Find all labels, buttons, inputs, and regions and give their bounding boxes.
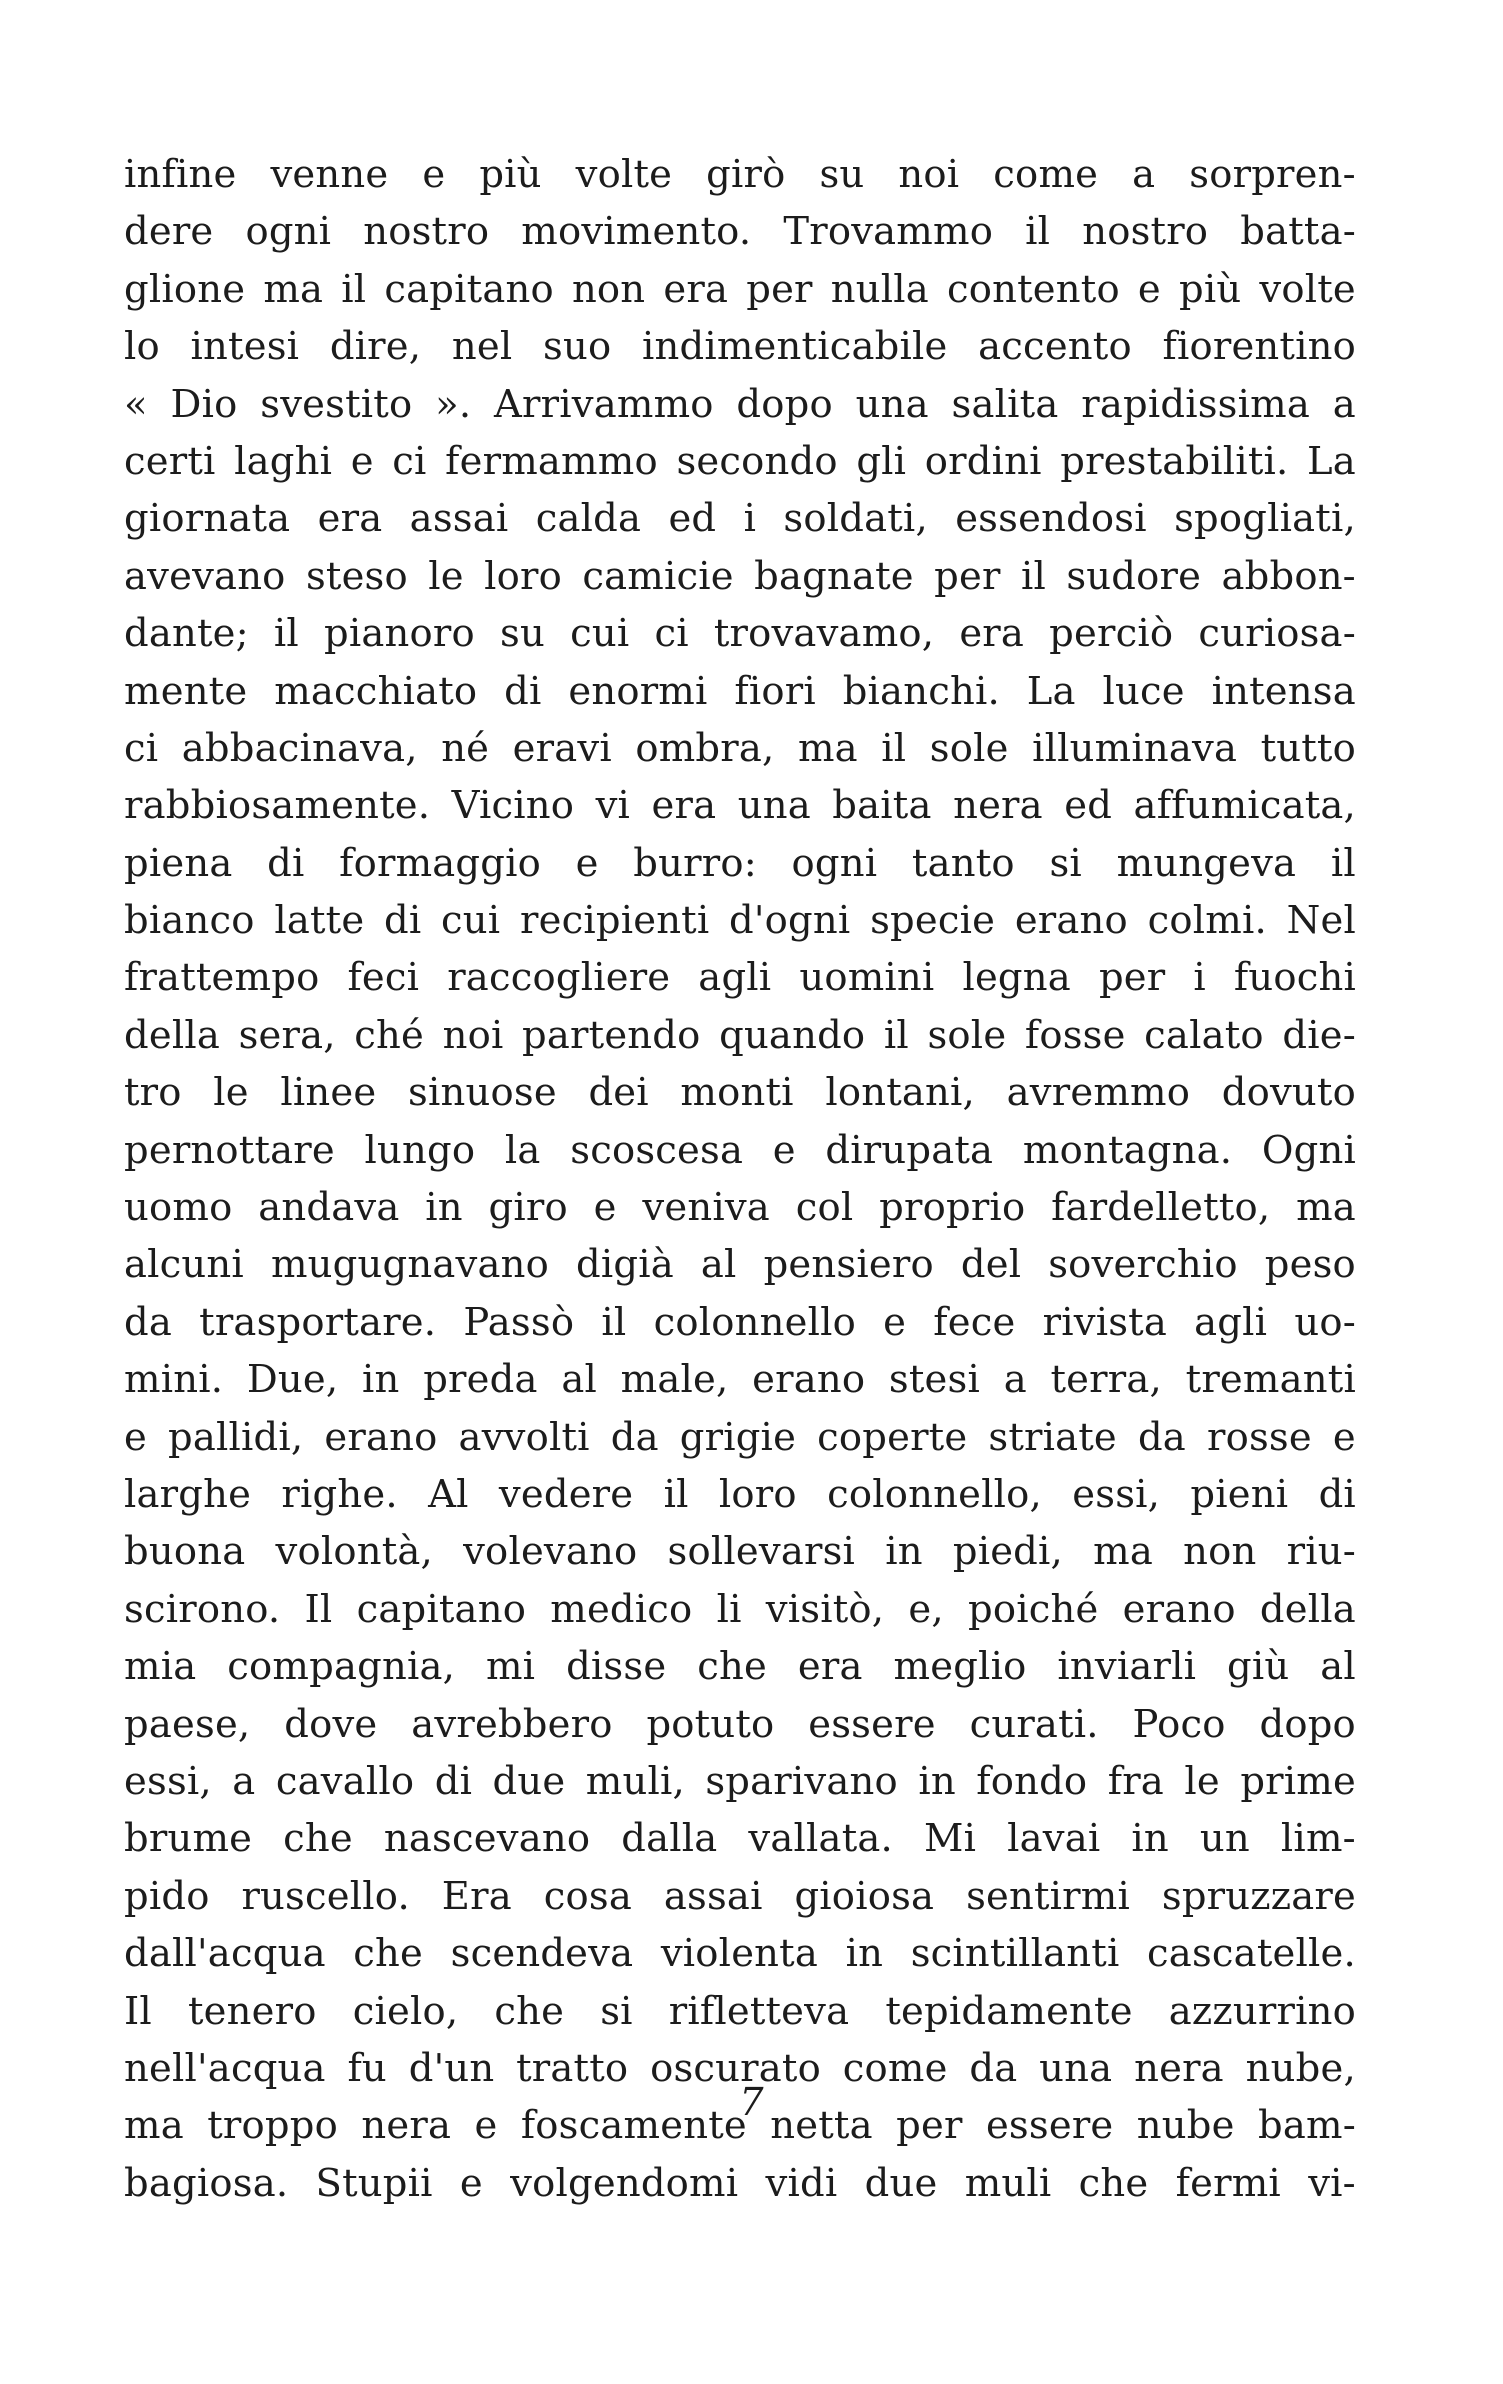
- text-line: ma troppo nera e foscamente netta per essere nube bam-: [124, 2103, 1356, 2149]
- text-line: buona volontà, volevano sollevarsi in piedi, ma non riu-: [124, 1529, 1356, 1575]
- page-number: 7: [739, 2080, 764, 2124]
- text-line: e pallidi, erano avvolti da grigie coperte striate da rosse e: [124, 1414, 1356, 1460]
- text-line: dante; il pianoro su cui ci trovavamo, era perciò curiosa-: [124, 611, 1356, 657]
- text-line: lo intesi dire, nel suo indimenticabile accento fiorentino: [124, 324, 1356, 370]
- text-line: alcuni mugugnavano digià al pensiero del soverchio peso: [124, 1242, 1356, 1288]
- text-line: infine venne e più volte girò su noi come a sorpren-: [124, 152, 1356, 197]
- text-line: paese, dove avrebbero potuto essere curati. Poco dopo: [124, 1701, 1356, 1747]
- text-line: glione ma il capitano non era per nulla contento e più volte: [124, 266, 1356, 312]
- text-line: pernottare lungo la scoscesa e dirupata montagna. Ogni: [124, 1127, 1356, 1173]
- text-line: da trasportare. Passò il colonnello e fece rivista agli uo-: [124, 1299, 1356, 1345]
- text-line: brume che nascevano dalla vallata. Mi lavai in un lim-: [124, 1816, 1356, 1862]
- text-line: tro le linee sinuose dei monti lontani, avremmo dovuto: [124, 1070, 1356, 1116]
- text-line: certi laghi e ci fermammo secondo gli ordini prestabiliti. La: [124, 438, 1356, 484]
- text-line: frattempo feci raccogliere agli uomini legna per i fuochi: [124, 955, 1356, 1001]
- text-line: dere ogni nostro movimento. Trovammo il nostro batta-: [124, 209, 1356, 255]
- text-line: pido ruscello. Era cosa assai gioiosa sentirmi spruzzare: [124, 1873, 1356, 1919]
- body-text: [124, 146, 1356, 2212]
- text-line: mia compagnia, mi disse che era meglio inviarli giù al: [124, 1644, 1356, 1690]
- text-line: nell'acqua fu d'un tratto oscurato come da una nera nube,: [124, 2045, 1356, 2091]
- text-line: ci abbacinava, né eravi ombra, ma il sole illuminava tutto: [124, 725, 1356, 771]
- text-line: avevano steso le loro camicie bagnate per il sudore abbon-: [124, 553, 1356, 599]
- text-line: della sera, ché noi partendo quando il sole fosse calato die-: [124, 1012, 1356, 1058]
- text-line: mente macchiato di enormi fiori bianchi. La luce intensa: [124, 668, 1356, 714]
- text-line: « Dio svestito ». Arrivammo dopo una salita rapidissima a: [124, 381, 1356, 427]
- text-line: mini. Due, in preda al male, erano stesi a terra, tremanti: [124, 1357, 1356, 1403]
- text-line: Il tenero cielo, che si rifletteva tepidamente azzurrino: [124, 1988, 1356, 2034]
- text-line: bianco latte di cui recipienti d'ogni specie erano colmi. Nel: [124, 898, 1356, 944]
- text-line: larghe righe. Al vedere il loro colonnello, essi, pieni di: [124, 1471, 1356, 1517]
- text-line: essi, a cavallo di due muli, sparivano in fondo fra le prime: [124, 1758, 1356, 1804]
- text-line: uomo andava in giro e veniva col proprio fardelletto, ma: [124, 1185, 1356, 1231]
- text-line: rabbiosamente. Vicino vi era una baita nera ed affumicata,: [124, 783, 1356, 829]
- text-line: scirono. Il capitano medico li visitò, e, poiché erano della: [124, 1586, 1356, 1632]
- text-line: piena di formaggio e burro: ogni tanto si mungeva il: [124, 840, 1356, 886]
- text-line: giornata era assai calda ed i soldati, essendosi spogliati,: [124, 496, 1356, 542]
- text-line: dall'acqua che scendeva violenta in scintillanti cascatelle.: [124, 1931, 1356, 1977]
- text-line: bagiosa. Stupii e volgendomi vidi due muli che fermi vi-: [124, 2160, 1356, 2206]
